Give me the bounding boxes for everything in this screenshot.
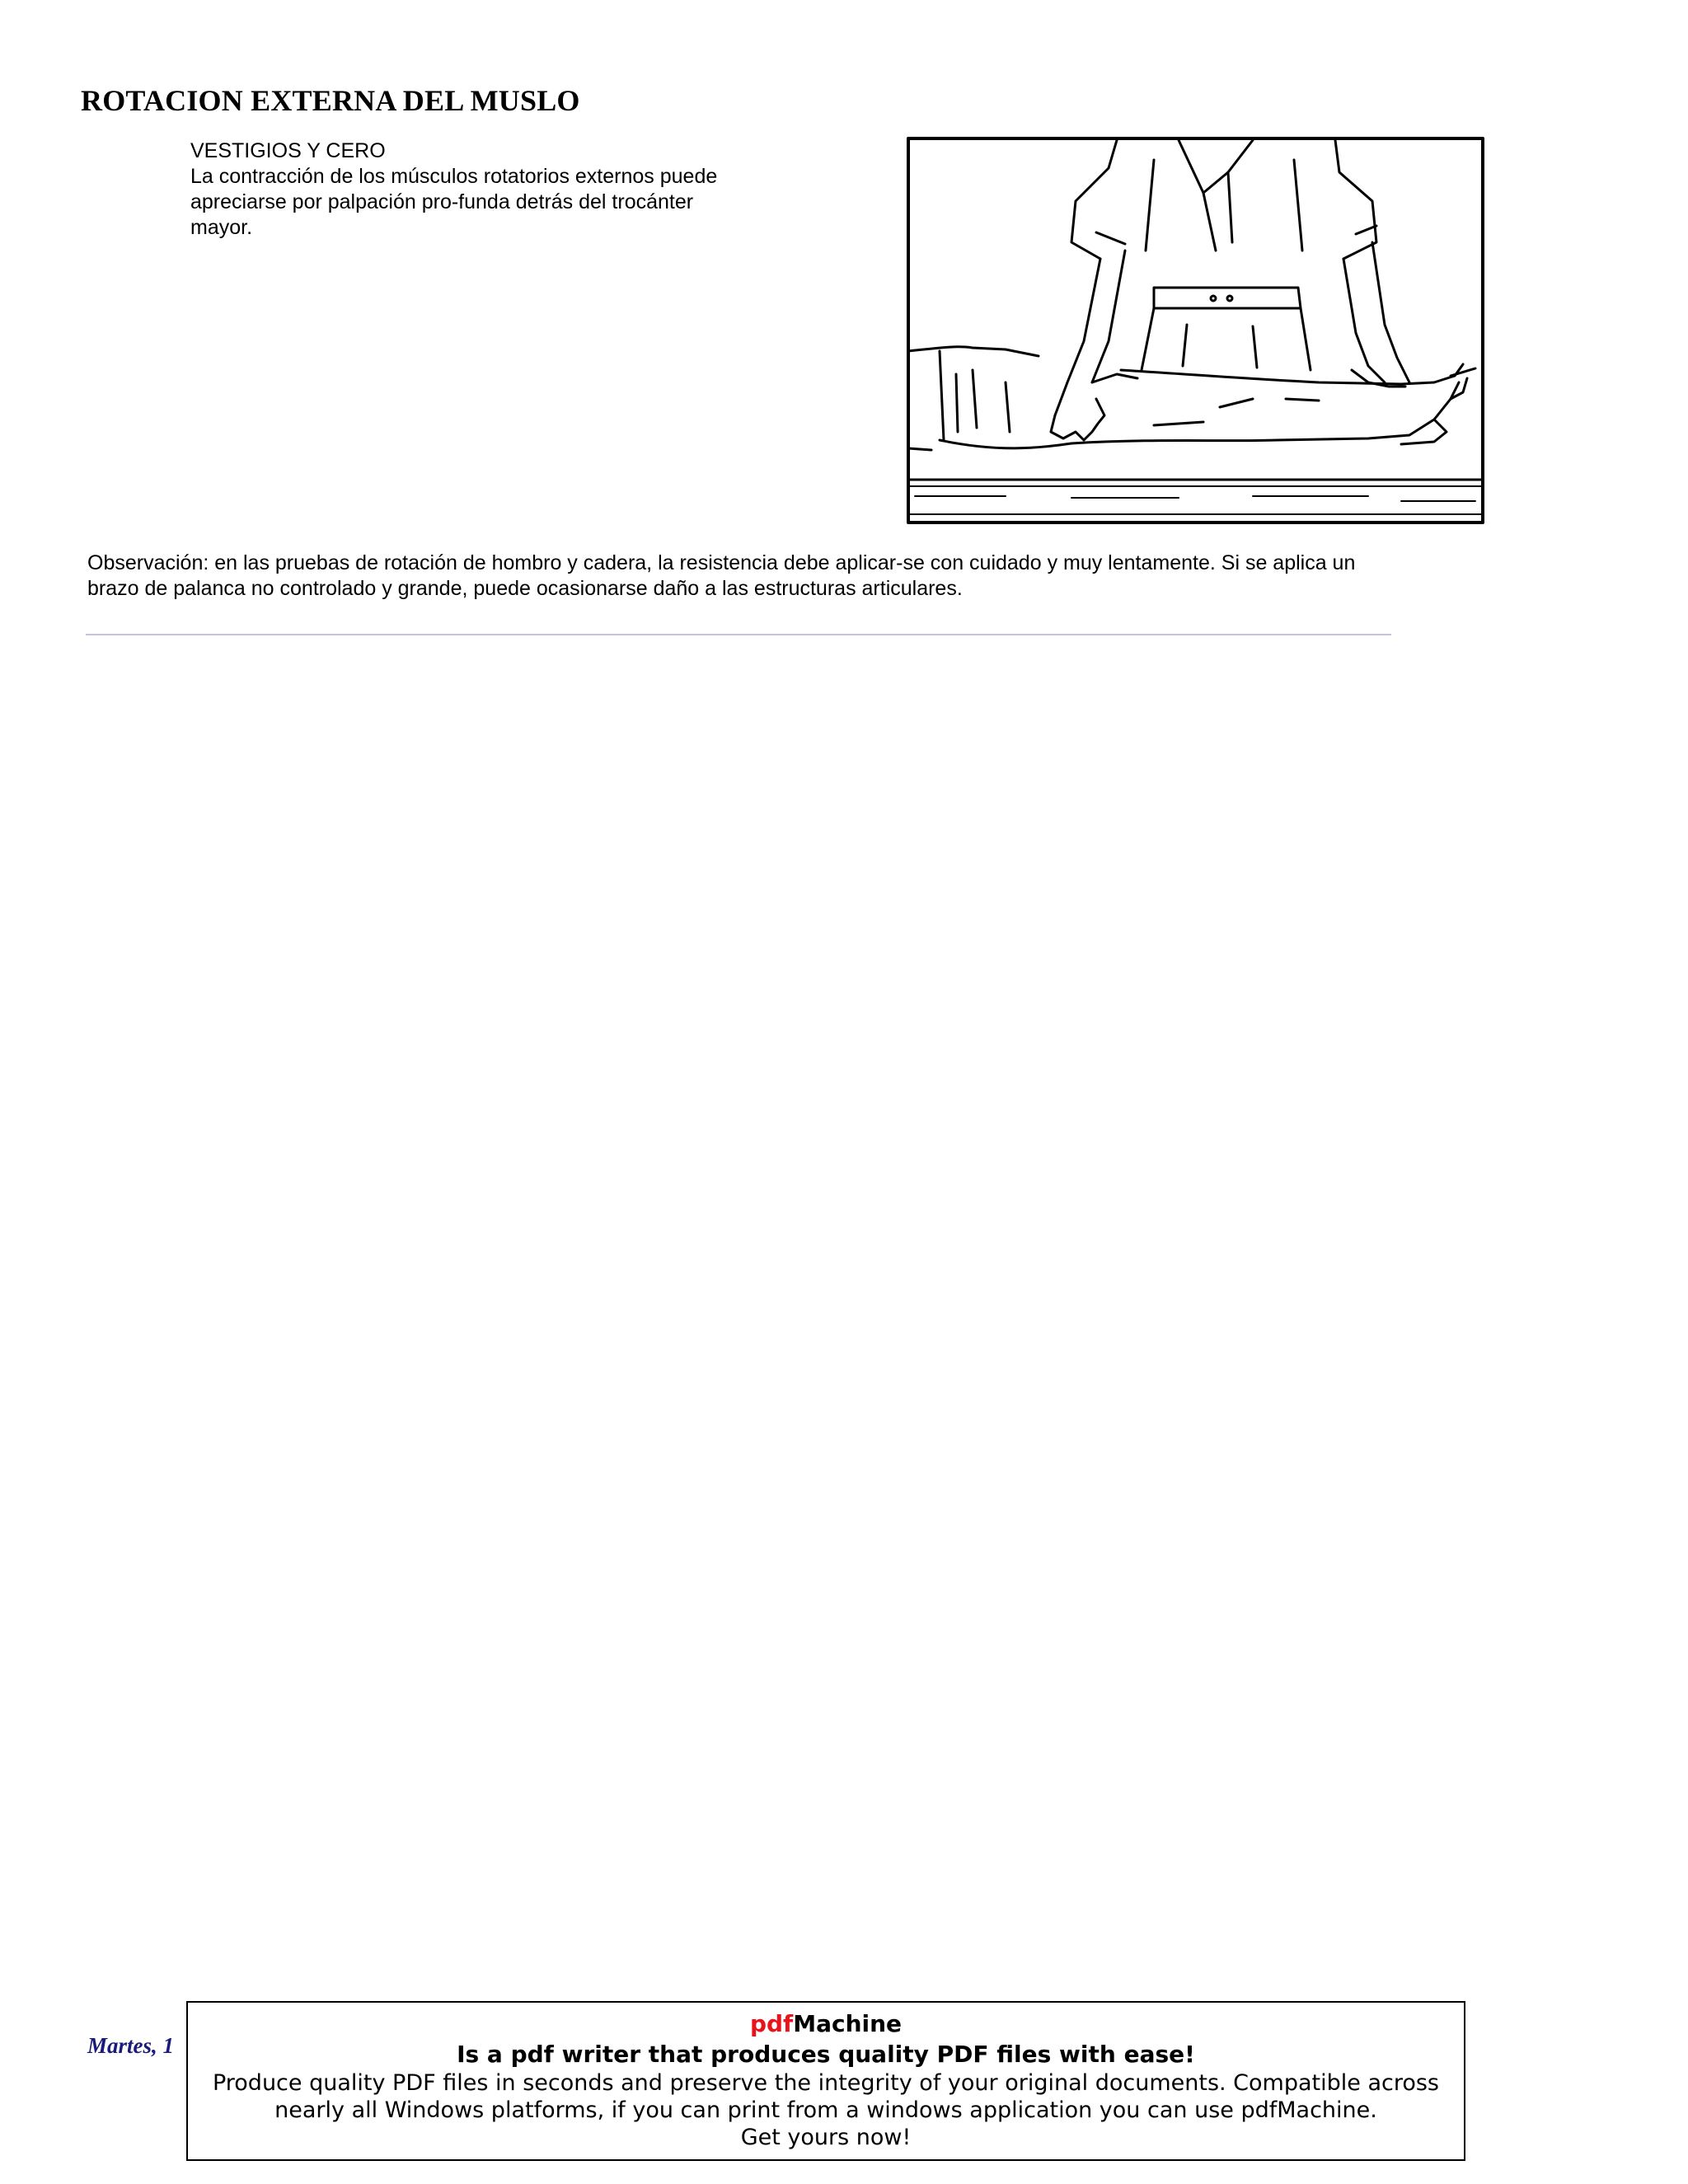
ad-body-line: nearly all Windows platforms, if you can print from a windows application you can use pdfMachine. bbox=[274, 2097, 1377, 2123]
pdfmachine-ad-banner[interactable] bbox=[186, 2001, 1465, 2161]
section-divider bbox=[86, 634, 1391, 635]
page-title: ROTACION EXTERNA DEL MUSLO bbox=[81, 84, 580, 117]
therapist-illustration bbox=[907, 135, 1485, 524]
observation-line: Observación: en las pruebas de rotación de hombro y cadera, la resistencia debe aplicar-se con cuidado y muy lentamente. Si se aplica un bbox=[87, 551, 1356, 574]
ad-brand-pdf: pdf bbox=[749, 2010, 794, 2037]
intro-line: apreciarse por palpación pro-funda detrás del trocánter bbox=[190, 190, 694, 213]
ad-body-line: Produce quality PDF files in seconds and preserve the integrity of your original documents. Compatible across bbox=[212, 2070, 1440, 2096]
footer-date: Martes, 1 bbox=[87, 2033, 175, 2058]
intro-line: La contracción de los músculos rotatorios externos puede bbox=[190, 165, 718, 188]
ad-brand-machine: Machine bbox=[793, 2010, 903, 2037]
intro-block bbox=[190, 138, 784, 241]
observation-line: brazo de palanca no controlado y grande, puede ocasionarse daño a las estructuras articulares. bbox=[87, 577, 963, 600]
illustration-frame bbox=[908, 138, 1483, 523]
ad-cta[interactable]: Get yours now! bbox=[740, 2125, 912, 2150]
ad-body bbox=[188, 2069, 1464, 2151]
intro-line: mayor. bbox=[190, 216, 253, 239]
intro-heading: VESTIGIOS Y CERO bbox=[190, 139, 386, 162]
observation-note bbox=[87, 551, 1489, 602]
ad-tagline: Is a pdf writer that produces quality PDF files with ease! bbox=[457, 2041, 1195, 2068]
ad-brand bbox=[188, 2009, 1464, 2039]
